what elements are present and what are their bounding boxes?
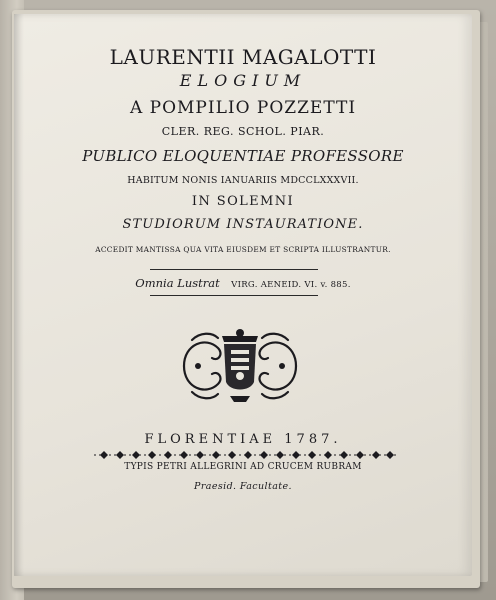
imprint-place-year: FLORENTIAE 1787.	[144, 432, 342, 447]
title-page	[14, 14, 472, 576]
author-line: LAURENTII MAGALOTTI	[109, 45, 377, 69]
by-line: A POMPILIO POZZETTI	[129, 98, 357, 118]
printers-ornament-icon	[178, 326, 302, 406]
in-solemni-line: IN SOLEMNI	[191, 194, 295, 209]
epigraph-line	[14, 276, 472, 290]
office-line: PUBLICO ELOQUENTIAE PROFESSORE	[82, 147, 404, 165]
permission-line: Praesid. Facultate.	[194, 481, 292, 492]
epigraph-rule-bottom	[150, 295, 318, 296]
printer-line: TYPIS PETRI ALLEGRINI AD CRUCEM RUBRAM	[124, 462, 362, 472]
epigraph-citation: VIRG. AENEID. VI. v. 885.	[231, 280, 351, 290]
epigraph-rule-top	[150, 269, 318, 270]
occasion-line: HABITUM NONIS IANUARIIS MDCCLXXXVII.	[127, 175, 359, 186]
accedit-line: ACCEDIT MANTISSA QUA VITA EIUSDEM ET SCRIPTA ILLUSTRANTUR.	[95, 245, 391, 254]
work-title: ELOGIUM	[179, 71, 307, 90]
fleuron-border-icon	[94, 450, 396, 460]
studiorum-line: STUDIORUM INSTAURATIONE.	[122, 217, 364, 232]
order-line: CLER. REG. SCHOL. PIAR.	[161, 125, 325, 138]
epigraph-text: Omnia Lustrat	[135, 276, 220, 290]
